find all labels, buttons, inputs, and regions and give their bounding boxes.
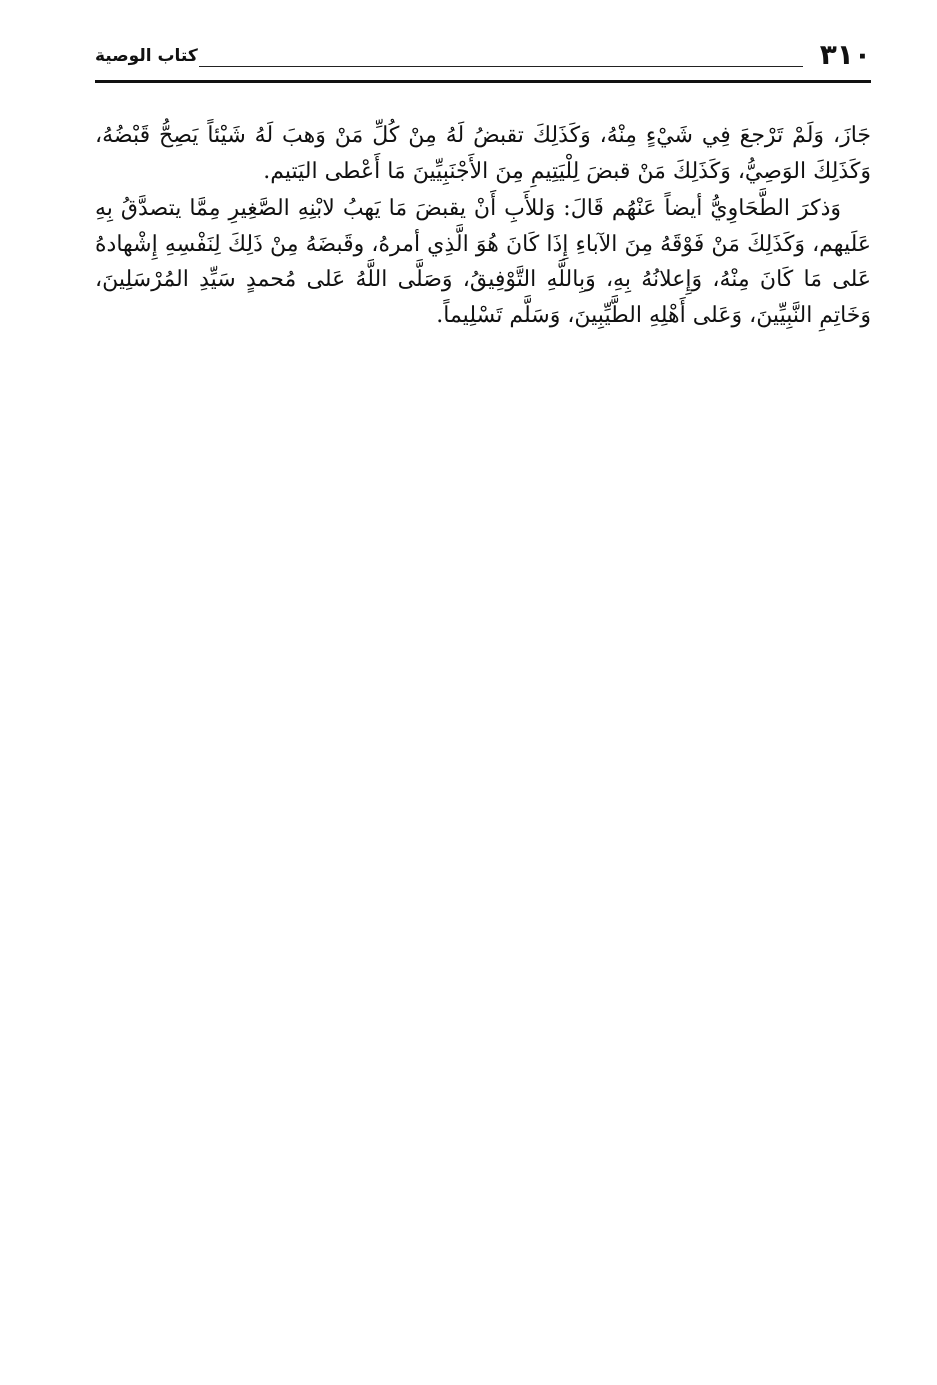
paragraph-1: جَازَ، وَلَمْ تَرْجعَ فِي شَيْءٍ مِنْهُ، وَكَذَلِكَ تقبضُ لَهُ مِنْ كُلِّ مَنْ وَهبَ لَهُ شَيْئاً يَصِحُّ قَبْضُهُ، وَكَذَلِكَ الوَصِيُّ، وَكَذَلِكَ مَنْ قبضَ لِلْيَتِيمِ مِنَ الأَجْنَبِيِّينَ مَا أَعْطى اليَتيم. (95, 123, 871, 184)
header-rule (95, 80, 871, 83)
page-header (95, 30, 871, 88)
paragraph-2: وَذكرَ الطَّحَاوِيُّ أيضاً عَنْهُم قَالَ: وَللأَبِ أَنْ يقبضَ مَا يَهبُ لابْنِهِ الصَّغِيرِ مِمَّا يتصدَّقُ بِهِ عَلَيهم، وَكَذَلِكَ مَنْ فَوْقَهُ مِنَ الآباءِ إِذَا كَانَ هُوَ الَّذِي أمرهُ، وقَبضَهُ مِنْ ذَلِكَ لِنَفْسِهِ إِشْهادهُ عَلى مَا كَانَ مِنْهُ، وَإِعلانُهُ بِهِ، وَبِاللَّهِ التَّوْفِيقُ، وَصَلَّى اللَّهُ عَلى مُحمدٍ سَيِّدِ المُرْسَلِينَ، وَخَاتِمِ النَّبِيِّينَ، وَعَلى أَهْلِهِ الطَّيِّبِينَ، وَسَلَّم تَسْلِيماً. (95, 196, 871, 328)
body-text (95, 118, 871, 333)
header-leader-line (199, 66, 803, 67)
running-title: كتاب الوصية (95, 46, 198, 66)
page-number: ٣١٠ (819, 38, 871, 71)
